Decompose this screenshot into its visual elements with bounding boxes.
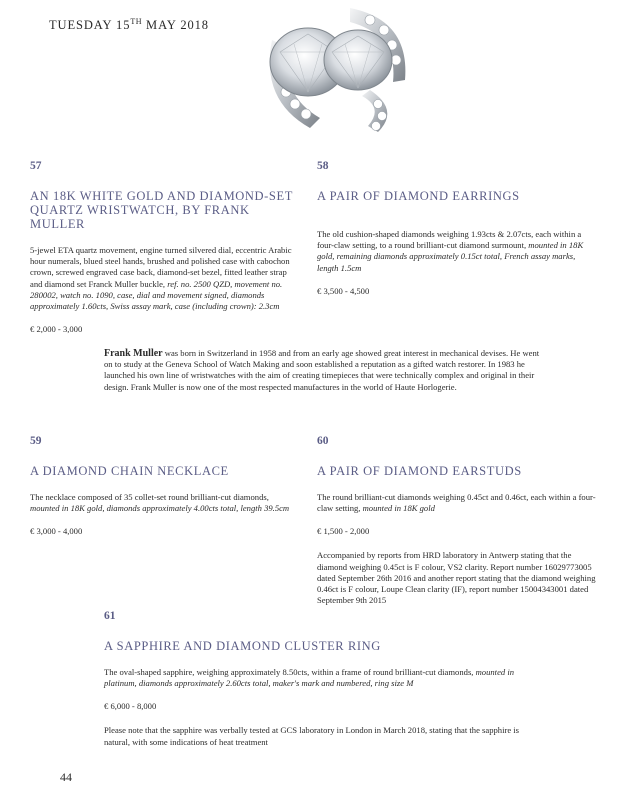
page-number: 44	[60, 770, 72, 784]
biography-text: was born in Switzerland in 1958 and from an early age showed great interest in mechanical devises. He went on to study at the Geneva School of Watch Making and soon established a reputation as a gifted watch restorer. In 1983 he launched his own line of wristwatches with the aim of creating timepieces that were technically complex and original in their design. Frank Muller is now one of the most respected manufactures in the world of Haute Horlogerie.	[104, 348, 540, 392]
lot-60	[317, 435, 599, 606]
lot-estimate: € 1,500 - 2,000	[317, 526, 370, 537]
lot-description-text: The necklace composed of 35 collet-set round brilliant-cut diamonds,	[30, 492, 269, 502]
lot-number: 60	[317, 435, 329, 447]
lot-note: Please note that the sapphire was verbally tested at GCS laboratory in London in March 2018, stating that the sapphire is natural, with some indications of heat treatment	[104, 725, 520, 747]
lot-number: 61	[104, 610, 116, 622]
lot-description-italic: mounted in 18K gold	[360, 503, 435, 514]
lot-estimate: € 3,000 - 4,000	[30, 526, 83, 537]
lot-estimate: € 2,000 - 3,000	[30, 324, 83, 335]
lot-description	[317, 492, 599, 514]
running-head-date: MAY 2018	[142, 18, 209, 33]
lot-title: A PAIR OF DIAMOND EARRINGS	[317, 189, 520, 203]
lot-61	[104, 610, 540, 748]
lot-description-italic: ref. no. 2500 QZD, movement no. 280002, watch no. 1090, case, dial and movement signed, diamonds approximately 1.60cts, Swiss assay mark, case (including crown): 2.3cm	[30, 278, 283, 312]
lot-description-italic: mounted in 18K gold, remaining diamonds approximately 0.15ct total, French assay marks, length 1.5cm	[317, 240, 584, 273]
lot-title: A PAIR OF DIAMOND EARSTUDS	[317, 464, 522, 478]
lot-57	[30, 160, 298, 334]
lot-59	[30, 435, 298, 536]
lot-description-text: The round brilliant-cut diamonds weighing 0.45ct and 0.46ct, each within a four-claw setting,	[317, 492, 596, 514]
lot-description	[30, 245, 298, 312]
running-head-ordinal: TH	[130, 17, 143, 26]
lot-description-text: The oval-shaped sapphire, weighing approximately 8.50cts, within a frame of round brilliant-cut diamonds,	[104, 667, 474, 677]
running-head-day: TUESDAY 15	[49, 18, 131, 33]
lot-title: A DIAMOND CHAIN NECKLACE	[30, 464, 229, 478]
lot-description	[317, 229, 589, 274]
lot-description-text: The old cushion-shaped diamonds weighing 1.93cts & 2.07cts, each within a four-claw setting, to a round brilliant-cut diamond surmount,	[317, 229, 582, 251]
earrings-photo	[200, 0, 450, 140]
lot-title: AN 18K WHITE GOLD AND DIAMOND-SET QUARTZ WRISTWATCH, BY FRANK MULLER	[30, 189, 293, 231]
lot-number: 57	[30, 160, 42, 172]
lot-description-italic: mounted in platinum, diamonds approximately 2.60cts total, maker's mark and numbered, ring size M	[104, 667, 515, 689]
lot-description-text: 5-jewel ETA quartz movement, engine turned silvered dial, eccentric Arabic hour numerals, blued steel hands, brushed and polished case with cabochon crown, screwed engraved case back, diamond-set bezel, fitted leather strap and diamond set Franck Muller buckle,	[30, 245, 292, 289]
designer-biography	[104, 348, 544, 393]
lot-title: A SAPPHIRE AND DIAMOND CLUSTER RING	[104, 639, 381, 653]
biography-name: Frank Muller	[104, 348, 163, 359]
lot-description	[30, 492, 298, 514]
lot-estimate: € 6,000 - 8,000	[104, 701, 157, 712]
lot-58	[317, 160, 589, 296]
lot-number: 59	[30, 435, 42, 447]
running-head	[49, 17, 209, 33]
lot-estimate: € 3,500 - 4,500	[317, 285, 370, 296]
lot-description	[104, 667, 540, 689]
lot-note: Accompanied by reports from HRD laboratory in Antwerp stating that the diamond weighing 0.45ct is F colour, VS2 clarity. Report number 16029773005 dated September 26th 2016 and another report stating that the diamond weighing 0.46ct is F colour, Loupe Clean clarity (IF), report number 15004343001 dated September 9th 2015	[317, 550, 596, 606]
lot-description-italic: mounted in 18K gold, diamonds approximately 4.00cts total, length 39.5cm	[30, 503, 290, 514]
lot-number: 58	[317, 160, 329, 172]
